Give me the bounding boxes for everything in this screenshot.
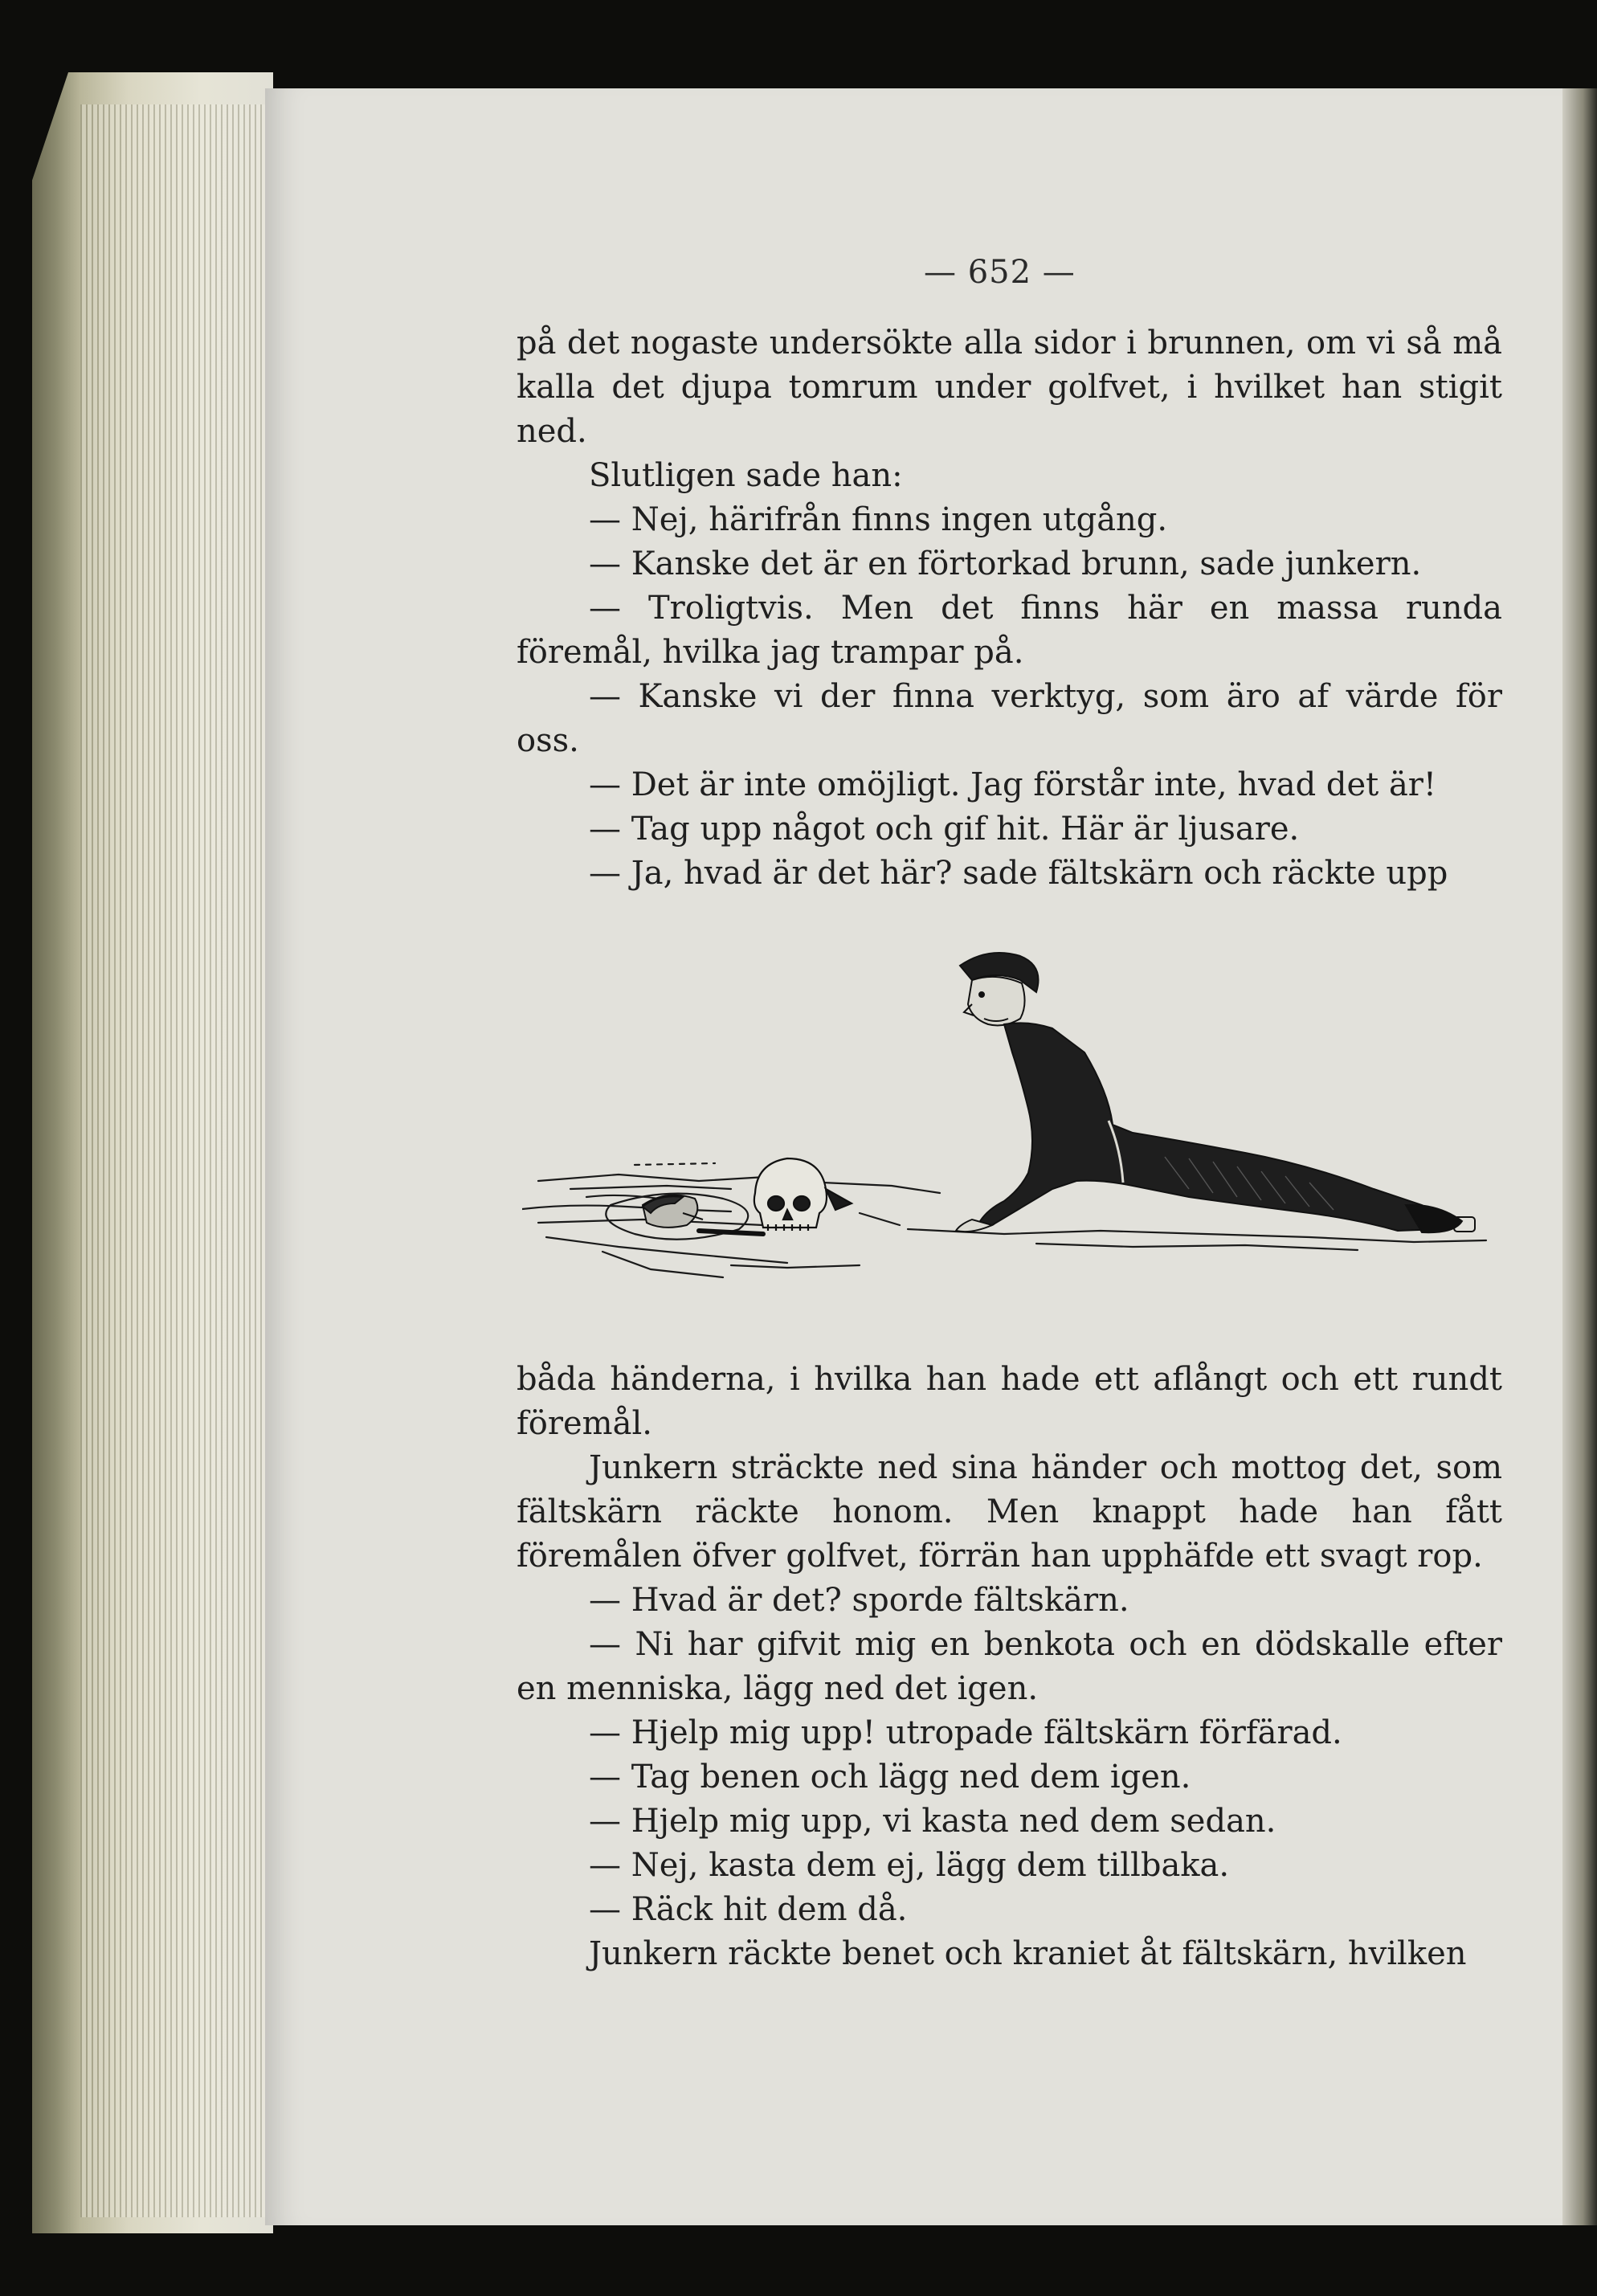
book-page-edges bbox=[32, 72, 273, 2233]
dialog-line: — Kanske det är en förtorkad brunn, sade junkern. bbox=[589, 545, 1422, 582]
text-paragraph: Junkern sträckte ned sina händer och mottog det, som fältskärn räckte honom. Men knappt hade han fått föremålen öfver golfvet, förrän han upphäfde ett svagt rop. bbox=[517, 1449, 1502, 1575]
dialog-line: — Tag upp något och gif hit. Här är ljusare. bbox=[589, 811, 1300, 848]
dialog-line: — Hvad är det? sporde fältskärn. bbox=[589, 1582, 1129, 1619]
dialog-line: — Räck hit dem då. bbox=[589, 1891, 908, 1928]
crawling-man-illustration bbox=[522, 948, 1494, 1318]
floor-line bbox=[538, 1175, 779, 1181]
bone-icon bbox=[699, 1231, 763, 1234]
page-number: — 652 — bbox=[924, 254, 1076, 291]
dialog-line: — Nej, härifrån finns ingen utgång. bbox=[589, 501, 1168, 538]
dialog-line: — Nej, kasta dem ej, lägg dem tillbaka. bbox=[589, 1847, 1230, 1884]
dialog-line: — Hjelp mig upp, vi kasta ned dem sedan. bbox=[589, 1803, 1276, 1840]
dialog-line: — Tag benen och lägg ned dem igen. bbox=[589, 1759, 1191, 1796]
dialog-line: — Det är inte omöjligt. Jag förstår inte, hvad det är! bbox=[589, 766, 1436, 803]
dialog-line: — Hjelp mig upp! utropade fältskärn förfärad. bbox=[589, 1714, 1342, 1751]
dialog-line: — Troligtvis. Men det finns här en massa runda föremål, hvilka jag trampar på. bbox=[517, 590, 1502, 671]
skull-icon bbox=[754, 1158, 852, 1231]
text-paragraph: Junkern räckte benet och kraniet åt fältskärn, hvilken bbox=[589, 1935, 1467, 1972]
text-paragraph: på det nogaste undersökte alla sidor i brunnen, om vi så må kalla det djupa tomrum under golfvet, i hvilket han stigit ned. bbox=[517, 325, 1502, 450]
text-block-top bbox=[517, 321, 1502, 896]
text-paragraph: båda händerna, i hvilka han hade ett aflångt och ett rundt föremål. bbox=[517, 1361, 1502, 1442]
dialog-line: — Ni har gifvit mig en benkota och en dödskalle efter en menniska, lägg ned det igen. bbox=[517, 1626, 1502, 1707]
dialog-line: — Kanske vi der finna verktyg, som äro af värde för oss. bbox=[517, 678, 1502, 759]
crawling-man bbox=[956, 953, 1475, 1232]
dialog-line: — Ja, hvad är det här? sade fältskärn och räckte upp bbox=[589, 855, 1448, 892]
text-paragraph: Slutligen sade han: bbox=[589, 457, 903, 494]
text-block-bottom bbox=[517, 1358, 1502, 1976]
book-spine-shadow bbox=[1562, 88, 1597, 2225]
